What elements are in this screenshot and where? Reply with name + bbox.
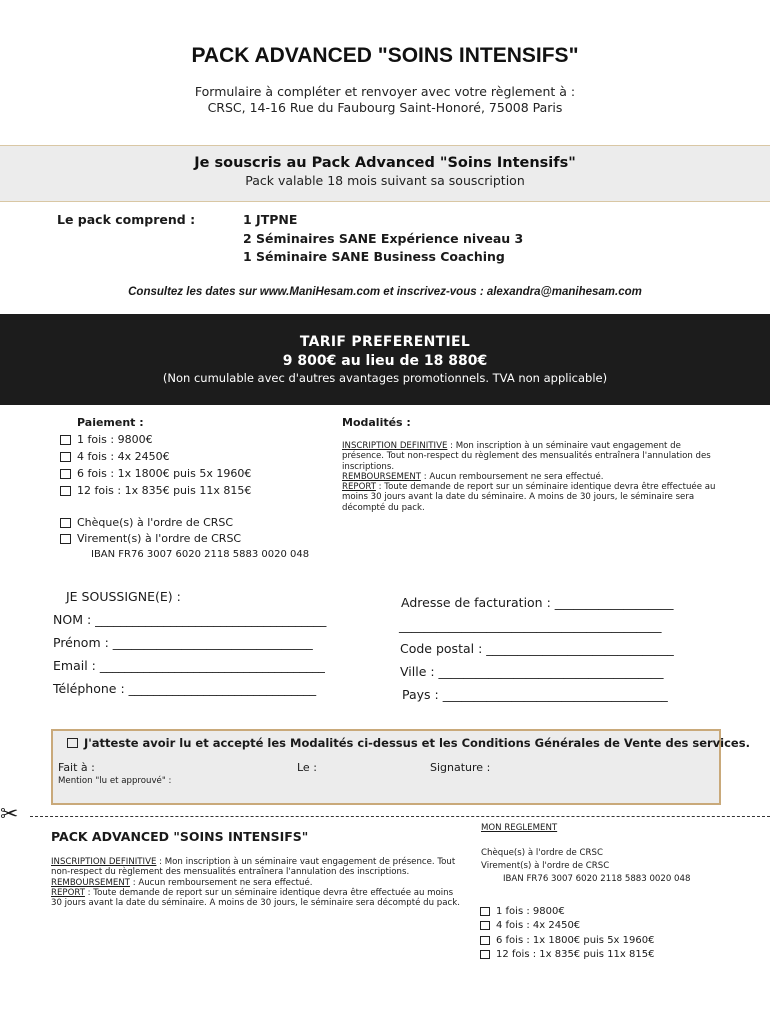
coupon-option-label: 4 fois : 4x 2450€ <box>496 920 581 931</box>
modalites-label: Modalités : <box>342 416 411 429</box>
remboursement-head: REMBOURSEMENT <box>342 471 421 482</box>
payment-option-1[interactable] <box>60 433 153 446</box>
inscription-text: : Mon inscription à un séminaire vaut engagement de présence. Tout non-respect du règlement des mensualités entraînera l'annulation des inscriptions. <box>51 857 456 878</box>
ville-field[interactable]: Ville : ____________________________________ <box>400 664 664 679</box>
tarif-price: 9 800€ au lieu de 18 880€ <box>282 353 488 369</box>
signature-label: Signature : <box>430 761 491 774</box>
coupon-option-1[interactable] <box>480 906 565 917</box>
checkbox-icon[interactable] <box>480 907 490 916</box>
payment-option-4[interactable] <box>60 450 170 463</box>
reglement-heading: MON REGLEMENT <box>481 823 558 833</box>
email-field[interactable]: Email : ____________________________________ <box>53 658 325 673</box>
banner-subtitle: Pack valable 18 mois suivant sa souscription <box>245 173 525 188</box>
instruction-text: Formulaire à compléter et renvoyer avec votre règlement à : <box>194 84 576 99</box>
checkbox-icon[interactable] <box>60 469 71 479</box>
payment-option-12[interactable] <box>60 484 251 497</box>
mention-label: Mention "lu et approuvé" : <box>58 776 172 786</box>
date-label: Le : <box>297 761 317 774</box>
soussigne-heading: JE SOUSSIGNE(E) : <box>66 589 181 604</box>
method-label: Virement(s) à l'ordre de CRSC <box>77 532 242 545</box>
tarif-banner <box>0 314 770 405</box>
remboursement-text: : Aucun remboursement ne sera effectué. <box>421 471 604 482</box>
pays-field[interactable]: Pays : ____________________________________ <box>402 687 668 702</box>
tarif-note: (Non cumulable avec d'autres avantages promotionnels. TVA non applicable) <box>162 371 608 385</box>
attestation-box <box>51 729 750 805</box>
payment-option-label: 6 fois : 1x 1800€ puis 5x 1960€ <box>77 467 252 480</box>
checkbox-icon[interactable] <box>60 435 71 445</box>
page-title: PACK ADVANCED "SOINS INTENSIFS" <box>191 44 579 67</box>
coupon-option-label: 6 fois : 1x 1800€ puis 5x 1960€ <box>496 935 655 946</box>
method-label: Chèque(s) à l'ordre de CRSC <box>77 516 234 529</box>
report-head: REPORT <box>342 482 376 493</box>
checkbox-icon[interactable] <box>480 950 490 959</box>
adresse-field[interactable]: Adresse de facturation : ___________________ <box>401 595 674 610</box>
coupon-modalites-text <box>51 857 461 908</box>
code-postal-field[interactable]: Code postal : ______________________________ <box>400 641 674 656</box>
consult-dates-text: Consultez les dates sur www.ManiHesam.com et inscrivez-vous : alexandra@manihesam.com <box>128 286 642 298</box>
nom-field[interactable]: NOM : _____________________________________ <box>53 612 327 627</box>
coupon-option-4[interactable] <box>480 920 580 931</box>
coupon-option-label: 1 fois : 9800€ <box>496 906 565 917</box>
coupon-option-12[interactable] <box>480 949 654 960</box>
pack-label: Le pack comprend : <box>57 212 196 227</box>
scissors-icon: ✂ <box>0 802 19 827</box>
payment-option-label: 4 fois : 4x 2450€ <box>77 450 170 463</box>
pack-item: 1 JTPNE <box>243 212 298 227</box>
checkbox-icon[interactable] <box>60 534 71 544</box>
inscription-head: INSCRIPTION DEFINITIVE <box>51 857 157 867</box>
report-text: : Toute demande de report sur un séminaire identique devra être effectuée au moins 30 jours avant la date du séminaire. A moins de 30 jours, le séminaire sera décompté du pack. <box>51 887 460 909</box>
checkbox-icon[interactable] <box>60 452 71 462</box>
iban-text: IBAN FR76 3007 6020 2118 5883 0020 048 <box>91 549 310 560</box>
coupon-iban: IBAN FR76 3007 6020 2118 5883 0020 048 <box>503 874 691 884</box>
remboursement-text: : Aucun remboursement ne sera effectué. <box>130 877 313 888</box>
attest-text: J'atteste avoir lu et accepté les Modalités ci-dessus et les Conditions Générales de Vente des services. <box>84 736 750 750</box>
coupon-option-label: 12 fois : 1x 835€ puis 11x 815€ <box>496 949 655 960</box>
checkbox-icon[interactable] <box>480 936 490 945</box>
report-head: REPORT <box>51 887 85 898</box>
method-cheque[interactable] <box>60 516 233 529</box>
tarif-title: TARIF PREFERENTIEL <box>299 334 471 350</box>
checkbox-icon[interactable] <box>480 921 490 930</box>
method-virement[interactable] <box>60 532 241 545</box>
payment-option-6[interactable] <box>60 467 251 480</box>
adresse-line2-field[interactable]: __________________________________________ <box>399 618 662 633</box>
pack-item: 1 Séminaire SANE Business Coaching <box>243 249 505 264</box>
report-text: : Toute demande de report sur un séminaire identique devra être effectuée au moins 30 jours avant la date du séminaire. A moins de 30 jours, le séminaire sera décompté du pack. <box>342 482 716 513</box>
telephone-field[interactable]: Téléphone : ______________________________ <box>53 681 317 696</box>
checkbox-icon[interactable] <box>60 518 71 528</box>
banner-title: Je souscris au Pack Advanced "Soins Intensifs" <box>194 155 576 171</box>
checkbox-icon[interactable] <box>60 486 71 496</box>
coupon-option-6[interactable] <box>480 935 654 946</box>
paiement-label: Paiement : <box>77 416 144 429</box>
remboursement-head: REMBOURSEMENT <box>51 877 130 888</box>
cut-line <box>30 816 770 817</box>
inscription-text: : Mon inscription à un séminaire vaut engagement de présence. Tout non-respect du règlement des mensualités entraînera l'annulation des inscriptions. <box>342 441 711 472</box>
coupon-virement: Virement(s) à l'ordre de CRSC <box>481 861 610 871</box>
subscription-banner <box>0 145 770 202</box>
coupon-title: PACK ADVANCED "SOINS INTENSIFS" <box>51 829 309 844</box>
modalites-text <box>342 441 722 513</box>
fait-label: Fait à : <box>58 761 95 774</box>
payment-option-label: 1 fois : 9800€ <box>77 433 153 446</box>
attest-checkbox-row[interactable] <box>67 736 750 750</box>
inscription-head: INSCRIPTION DEFINITIVE <box>342 441 448 451</box>
coupon-cheque: Chèque(s) à l'ordre de CRSC <box>481 848 603 858</box>
prenom-field[interactable]: Prénom : ________________________________ <box>53 635 313 650</box>
checkbox-icon[interactable] <box>67 738 78 748</box>
payment-option-label: 12 fois : 1x 835€ puis 11x 815€ <box>77 484 252 497</box>
address-text: CRSC, 14-16 Rue du Faubourg Saint-Honoré, 75008 Paris <box>207 100 563 115</box>
pack-item: 2 Séminaires SANE Expérience niveau 3 <box>243 231 524 246</box>
